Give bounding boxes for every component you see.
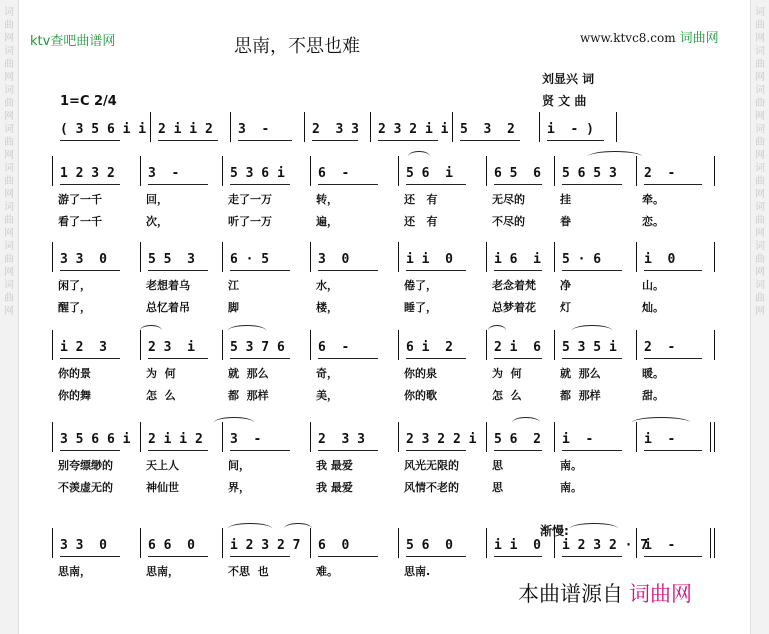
beam-underline bbox=[494, 450, 542, 451]
lyric-text: 就 那么 bbox=[560, 367, 601, 380]
slur-mark bbox=[512, 417, 540, 428]
beam-underline bbox=[230, 184, 290, 185]
watermark-url: www.ktvc8.com bbox=[580, 31, 676, 45]
score-system bbox=[52, 118, 714, 144]
lyric-text: 怎 么 bbox=[146, 389, 176, 402]
measure-notes: 5 6 i bbox=[406, 166, 453, 181]
beam-underline bbox=[318, 358, 378, 359]
beam-underline bbox=[60, 556, 120, 557]
measure-notes: i 6 i bbox=[494, 252, 541, 267]
barline bbox=[486, 528, 487, 558]
lyric-text: 灯 bbox=[560, 301, 571, 314]
barline bbox=[636, 330, 637, 360]
barline bbox=[710, 422, 711, 452]
barline bbox=[636, 242, 637, 272]
lyric-text: 楼， bbox=[316, 301, 338, 314]
lyric-text: 你的景 bbox=[58, 367, 91, 380]
measure-notes: 3 3 0 bbox=[60, 252, 107, 267]
barline bbox=[554, 242, 555, 272]
notation-row bbox=[52, 118, 714, 144]
lyric-text: 睡了， bbox=[404, 301, 437, 314]
measure-notes: 6 5 6 bbox=[494, 166, 541, 181]
beam-underline bbox=[148, 556, 208, 557]
beam-underline bbox=[494, 270, 542, 271]
lyric-text: 就 那么 bbox=[228, 367, 269, 380]
slur-mark bbox=[588, 151, 642, 162]
barline bbox=[52, 528, 53, 558]
barline bbox=[140, 528, 141, 558]
slur-mark bbox=[570, 523, 618, 534]
song-title: 思南，不思也难 bbox=[234, 36, 360, 57]
measure-notes: 2 3 2 2 i bbox=[406, 432, 477, 447]
barline bbox=[616, 112, 617, 142]
measure-notes: 2 3 3 bbox=[312, 122, 359, 137]
barline bbox=[714, 528, 715, 558]
left-watermark-strip bbox=[0, 0, 19, 634]
score-system bbox=[52, 428, 714, 498]
measure-notes: 5 6 5 3 bbox=[562, 166, 617, 181]
lyric-text: 你的歌 bbox=[404, 389, 437, 402]
lyric-text: 天上人 bbox=[146, 459, 179, 472]
lyric-text: 听了一万 bbox=[228, 215, 272, 228]
measure-notes: 6 i 2 bbox=[406, 340, 453, 355]
barline bbox=[398, 528, 399, 558]
slur-mark bbox=[228, 325, 266, 336]
lyric-text: 无尽的 bbox=[492, 193, 525, 206]
measure-notes: i i 0 bbox=[406, 252, 453, 267]
left-watermark-text: 词曲网词曲网词曲网词曲网词曲网词曲网词曲网词曲网 bbox=[4, 7, 14, 317]
barline bbox=[486, 330, 487, 360]
lyric-text: 思南， bbox=[146, 565, 179, 578]
beam-underline bbox=[562, 270, 622, 271]
barline bbox=[222, 242, 223, 272]
beam-underline bbox=[60, 140, 120, 141]
measure-notes: 2 - bbox=[644, 166, 676, 181]
beam-underline bbox=[406, 184, 466, 185]
lyric-text: 奇， bbox=[316, 367, 338, 380]
measure-notes: 3 3 0 bbox=[60, 538, 107, 553]
lyric-text: 思南， bbox=[58, 565, 91, 578]
slur-mark bbox=[228, 523, 272, 534]
lyric-text: 我 最爱 bbox=[316, 481, 353, 494]
lyric-text: 看了一千 bbox=[58, 215, 102, 228]
lyric-text: 南。 bbox=[560, 481, 582, 494]
measure-notes: ( 3 5 6 i i bbox=[60, 122, 147, 137]
lyric-text: 不尽的 bbox=[492, 215, 525, 228]
beam-underline bbox=[547, 140, 604, 141]
beam-underline bbox=[378, 140, 438, 141]
lyric-text: 为 何 bbox=[492, 367, 522, 380]
slur-mark bbox=[572, 325, 612, 336]
barline bbox=[52, 422, 53, 452]
footer-text: 本曲谱源自 bbox=[518, 582, 623, 606]
beam-underline bbox=[460, 140, 520, 141]
lyric-text: 你的舞 bbox=[58, 389, 91, 402]
barline bbox=[452, 112, 453, 142]
slur-mark bbox=[284, 523, 312, 534]
barline bbox=[150, 112, 151, 142]
barline bbox=[222, 330, 223, 360]
barline bbox=[714, 242, 715, 272]
notation-row bbox=[52, 534, 714, 560]
barline bbox=[222, 156, 223, 186]
beam-underline bbox=[230, 450, 290, 451]
measure-notes: i - ) bbox=[547, 122, 594, 137]
beam-underline bbox=[318, 270, 378, 271]
lyric-text: 风情不老的 bbox=[404, 481, 459, 494]
lyric-text: 遍， bbox=[316, 215, 338, 228]
barline bbox=[486, 242, 487, 272]
lyric-text: 都 那样 bbox=[228, 389, 269, 402]
lyric-text: 风光无限的 bbox=[404, 459, 459, 472]
lyric-text: 水， bbox=[316, 279, 338, 292]
composer-credit: 贤 文 曲 bbox=[542, 94, 587, 108]
lyric-text: 闲了， bbox=[58, 279, 91, 292]
lyric-text: 我 最爱 bbox=[316, 459, 353, 472]
barline bbox=[310, 330, 311, 360]
barline bbox=[222, 528, 223, 558]
measure-notes: 2 i i 2 bbox=[148, 432, 203, 447]
beam-underline bbox=[644, 556, 702, 557]
barline bbox=[554, 156, 555, 186]
measure-notes: i 2 3 bbox=[60, 340, 107, 355]
beam-underline bbox=[494, 184, 542, 185]
lyric-text: 总忆着吊 bbox=[146, 301, 190, 314]
measure-notes: 5 6 0 bbox=[406, 538, 453, 553]
lyric-row bbox=[52, 274, 714, 296]
measure-notes: 3 - bbox=[230, 432, 262, 447]
barline bbox=[714, 422, 715, 452]
notation-row bbox=[52, 336, 714, 362]
barline bbox=[398, 156, 399, 186]
barline bbox=[486, 422, 487, 452]
lyric-text: 走了一万 bbox=[228, 193, 272, 206]
lyric-text: 思南. bbox=[404, 565, 431, 578]
beam-underline bbox=[238, 140, 292, 141]
source-footer bbox=[518, 578, 692, 608]
lyric-text: 倦了， bbox=[404, 279, 437, 292]
beam-underline bbox=[60, 184, 120, 185]
lyric-text: 净 bbox=[560, 279, 571, 292]
measure-notes: i - bbox=[644, 432, 676, 447]
lyric-text: 游了一千 bbox=[58, 193, 102, 206]
lyric-text: 思 bbox=[492, 459, 503, 472]
barline bbox=[539, 112, 540, 142]
barline bbox=[52, 156, 53, 186]
beam-underline bbox=[318, 450, 378, 451]
beam-underline bbox=[494, 556, 542, 557]
barline bbox=[710, 528, 711, 558]
measure-notes: 3 - bbox=[148, 166, 180, 181]
lyric-text: 不思 也 bbox=[228, 565, 269, 578]
measure-notes: 5 3 6 i bbox=[230, 166, 285, 181]
lyric-text: 思 bbox=[492, 481, 503, 494]
score-system bbox=[52, 336, 714, 406]
lyric-text: 次， bbox=[146, 215, 168, 228]
barline bbox=[140, 156, 141, 186]
measure-notes: i - bbox=[562, 432, 594, 447]
beam-underline bbox=[644, 450, 702, 451]
barline bbox=[52, 330, 53, 360]
beam-underline bbox=[494, 358, 542, 359]
lyric-row bbox=[52, 188, 714, 210]
measure-notes: 6 - bbox=[318, 340, 350, 355]
beam-underline bbox=[406, 450, 466, 451]
measure-notes: i 2 3 2 7 bbox=[230, 538, 301, 553]
barline bbox=[304, 112, 305, 142]
measure-notes: 5 3 2 bbox=[460, 122, 515, 137]
lyric-text: 老念着梵 bbox=[492, 279, 536, 292]
beam-underline bbox=[158, 140, 218, 141]
slur-mark bbox=[214, 417, 254, 428]
barline bbox=[486, 156, 487, 186]
lyric-text: 回， bbox=[146, 193, 168, 206]
measure-notes: 5 · 6 bbox=[562, 252, 602, 267]
score-system bbox=[52, 162, 714, 232]
barline bbox=[554, 422, 555, 452]
measure-notes: 1 2 3 2 bbox=[60, 166, 115, 181]
lyric-text: 老想着乌 bbox=[146, 279, 190, 292]
measure-notes: 6 - bbox=[318, 166, 350, 181]
watermark-site-right bbox=[580, 27, 719, 46]
lyric-text: 恋。 bbox=[642, 215, 664, 228]
measure-notes: i 0 bbox=[644, 252, 676, 267]
watermark-brand: 词曲网 bbox=[679, 31, 719, 46]
lyricist-credit: 刘显兴 词 bbox=[542, 72, 595, 86]
lyric-row bbox=[52, 454, 714, 476]
barline bbox=[140, 242, 141, 272]
measure-notes: i i 0 bbox=[494, 538, 541, 553]
beam-underline bbox=[318, 556, 378, 557]
tempo-marking: 渐慢: bbox=[540, 524, 569, 538]
slur-mark bbox=[488, 325, 506, 336]
lyric-row bbox=[52, 296, 714, 318]
measure-notes: 2 3 3 bbox=[318, 432, 365, 447]
measure-notes: 3 5 6 6 i bbox=[60, 432, 131, 447]
lyric-text: 美， bbox=[316, 389, 338, 402]
score-system bbox=[52, 534, 714, 582]
measure-notes: 2 3 i bbox=[148, 340, 195, 355]
beam-underline bbox=[60, 358, 120, 359]
measure-notes: 6 0 bbox=[318, 538, 350, 553]
barline bbox=[52, 242, 53, 272]
beam-underline bbox=[60, 450, 120, 451]
lyric-text: 脚 bbox=[228, 301, 239, 314]
right-watermark-strip bbox=[750, 0, 769, 634]
lyric-row bbox=[52, 210, 714, 232]
lyric-text: 间， bbox=[228, 459, 250, 472]
measure-notes: 3 0 bbox=[318, 252, 350, 267]
watermark-site-left: ktv查吧曲谱网 bbox=[30, 34, 116, 49]
beam-underline bbox=[562, 556, 622, 557]
beam-underline bbox=[562, 358, 622, 359]
lyric-text: 眷 bbox=[560, 215, 571, 228]
lyric-text: 总梦着花 bbox=[492, 301, 536, 314]
lyric-text: 神仙世 bbox=[146, 481, 179, 494]
lyric-text: 南。 bbox=[560, 459, 582, 472]
lyric-text: 还 有 bbox=[404, 193, 438, 206]
measure-notes: 6 6 0 bbox=[148, 538, 195, 553]
barline bbox=[398, 422, 399, 452]
measure-notes: 2 3 2 i i bbox=[378, 122, 449, 137]
measure-notes: i - bbox=[644, 538, 676, 553]
beam-underline bbox=[148, 358, 208, 359]
lyric-text: 为 何 bbox=[146, 367, 176, 380]
lyric-text: 别夸缥缈的 bbox=[58, 459, 113, 472]
barline bbox=[554, 330, 555, 360]
beam-underline bbox=[148, 270, 208, 271]
measure-notes: 2 - bbox=[644, 340, 676, 355]
lyric-row bbox=[52, 362, 714, 384]
lyric-text: 难。 bbox=[316, 565, 338, 578]
beam-underline bbox=[312, 140, 358, 141]
lyric-text: 牵。 bbox=[642, 193, 664, 206]
measure-notes: 5 6 2 bbox=[494, 432, 541, 447]
lyric-text: 暖。 bbox=[642, 367, 664, 380]
beam-underline bbox=[406, 556, 466, 557]
barline bbox=[310, 422, 311, 452]
lyric-text: 醒了， bbox=[58, 301, 91, 314]
slur-mark bbox=[408, 151, 430, 162]
lyric-text: 灿。 bbox=[642, 301, 664, 314]
barline bbox=[230, 112, 231, 142]
lyric-text: 山。 bbox=[642, 279, 664, 292]
lyric-text: 江 bbox=[228, 279, 239, 292]
notation-row bbox=[52, 428, 714, 454]
beam-underline bbox=[60, 270, 120, 271]
barline bbox=[310, 156, 311, 186]
beam-underline bbox=[644, 270, 702, 271]
barline bbox=[398, 242, 399, 272]
barline bbox=[370, 112, 371, 142]
slur-mark bbox=[140, 325, 162, 336]
score-system bbox=[52, 248, 714, 318]
beam-underline bbox=[318, 184, 378, 185]
barline bbox=[310, 242, 311, 272]
beam-underline bbox=[644, 184, 702, 185]
lyric-text: 你的泉 bbox=[404, 367, 437, 380]
beam-underline bbox=[230, 270, 290, 271]
lyric-text: 转， bbox=[316, 193, 338, 206]
lyric-row bbox=[52, 476, 714, 498]
measure-notes: 5 3 7 6 bbox=[230, 340, 285, 355]
beam-underline bbox=[644, 358, 702, 359]
measure-notes: 3 - bbox=[238, 122, 270, 137]
footer-brand: 词曲网 bbox=[629, 582, 692, 606]
measure-notes: 5 5 3 bbox=[148, 252, 195, 267]
notation-row bbox=[52, 248, 714, 274]
lyric-text: 挂 bbox=[560, 193, 571, 206]
lyric-text: 还 有 bbox=[404, 215, 438, 228]
beam-underline bbox=[406, 270, 466, 271]
lyric-row bbox=[52, 384, 714, 406]
measure-notes: 2 i 6 bbox=[494, 340, 541, 355]
slur-mark bbox=[632, 417, 690, 428]
measure-notes: 2 i i 2 bbox=[158, 122, 213, 137]
measure-notes: 6 · 5 bbox=[230, 252, 270, 267]
lyric-text: 界， bbox=[228, 481, 250, 494]
barline bbox=[714, 330, 715, 360]
measure-notes: i 2 3 2 · 7 bbox=[562, 538, 649, 553]
beam-underline bbox=[148, 450, 208, 451]
barline bbox=[140, 422, 141, 452]
barline bbox=[714, 156, 715, 186]
barline bbox=[398, 330, 399, 360]
lyric-text: 怎 么 bbox=[492, 389, 522, 402]
beam-underline bbox=[230, 556, 290, 557]
notation-row bbox=[52, 162, 714, 188]
lyric-text: 不羡虚无的 bbox=[58, 481, 113, 494]
beam-underline bbox=[230, 358, 290, 359]
right-watermark-text: 词曲网词曲网词曲网词曲网词曲网词曲网词曲网词曲网 bbox=[755, 7, 765, 317]
measure-notes: 5 3 5 i bbox=[562, 340, 617, 355]
beam-underline bbox=[406, 358, 466, 359]
beam-underline bbox=[148, 184, 208, 185]
lyric-text: 都 那样 bbox=[560, 389, 601, 402]
beam-underline bbox=[562, 450, 622, 451]
beam-underline bbox=[562, 184, 622, 185]
lyric-text: 甜。 bbox=[642, 389, 664, 402]
key-signature: 1=C 2/4 bbox=[60, 94, 117, 109]
